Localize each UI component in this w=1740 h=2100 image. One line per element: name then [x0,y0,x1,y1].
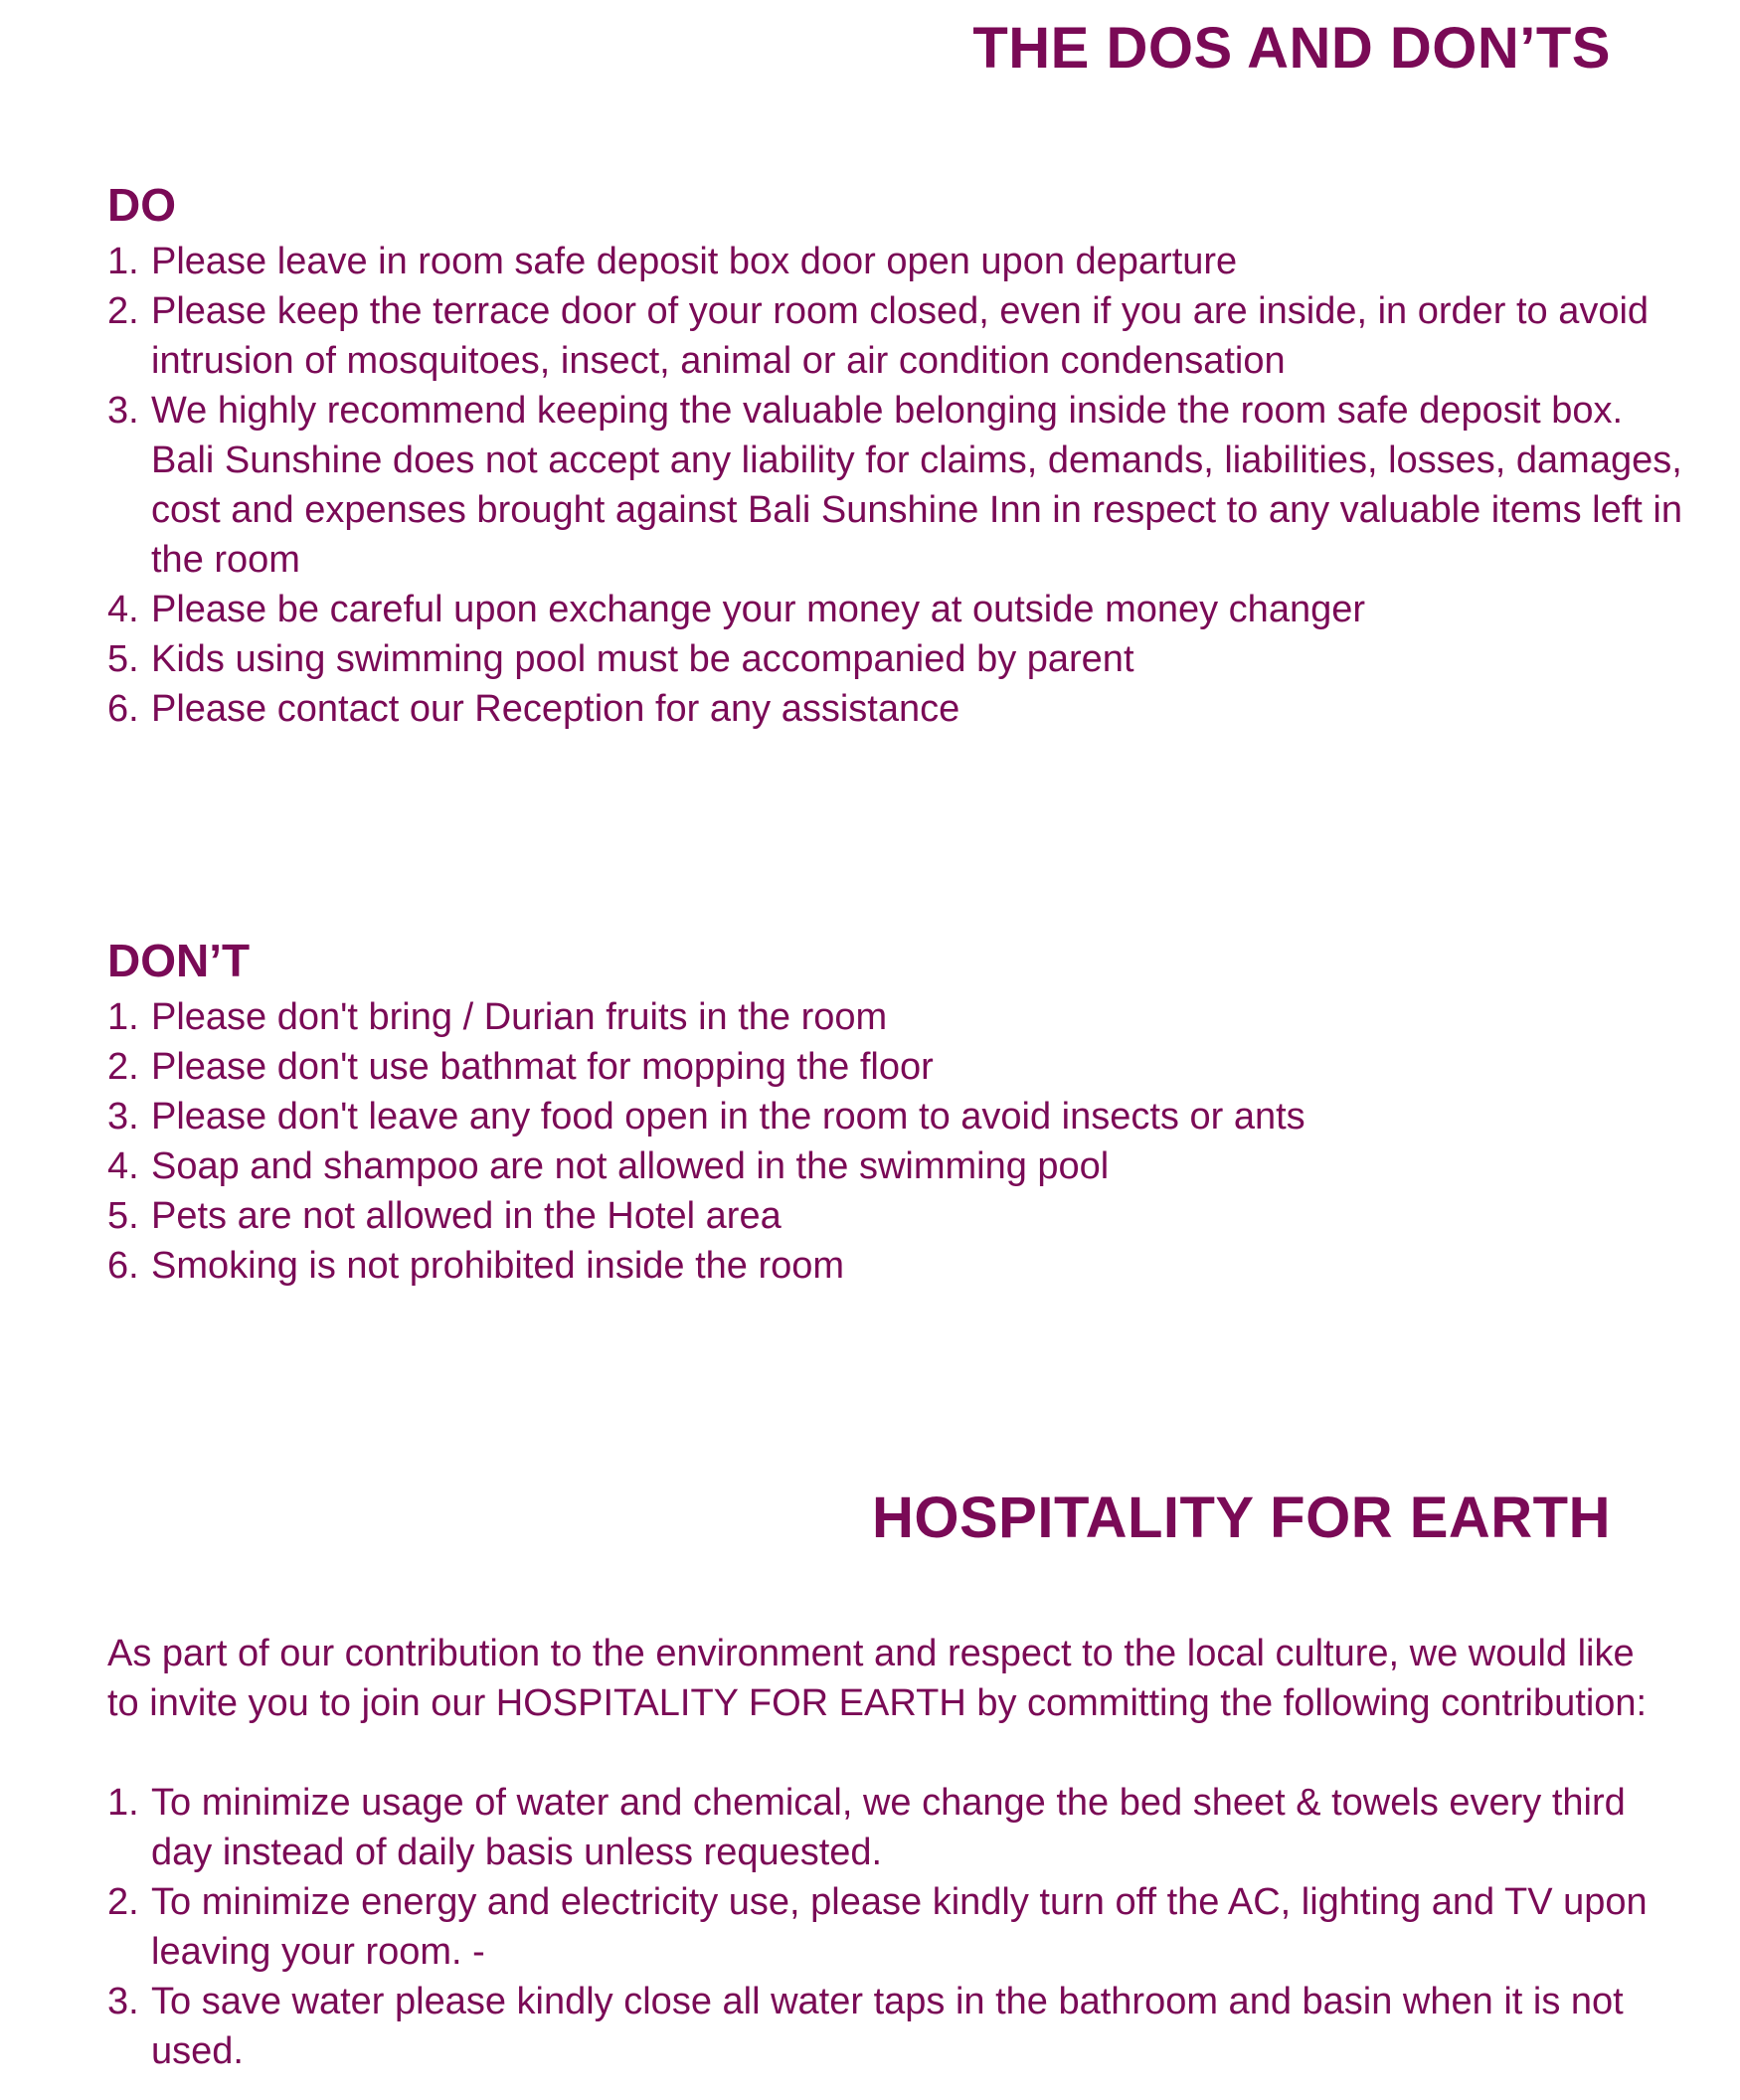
list-item [107,1092,1688,1141]
list-item-text: Please don't leave any food open in the room to avoid insects or ants [151,1096,1305,1138]
list-item-number: 1. [107,241,139,282]
list-item [107,1241,1688,1291]
do-list [107,237,1688,734]
list-item-text: Please leave in room safe deposit box door open upon departure [151,241,1238,282]
list-item [107,386,1688,585]
list-item-number: 6. [107,688,139,730]
list-item-number: 2. [107,290,139,332]
list-item-text: We highly recommend keeping the valuable belonging inside the room safe deposit box. Bali Sunshine does not accept any liability for claims, demands, liabilities, losses, damages, cost and expenses brought against Bali Sunshine Inn in respect to any valuable items left in the room [151,390,1682,581]
list-item-text: To minimize energy and electricity use, please kindly turn off the AC, lighting and TV upon leaving your room. - [151,1881,1648,1973]
list-item-number: 5. [107,1195,139,1237]
list-item-text: Please keep the terrace door of your room closed, even if you are inside, in order to avoid intrusion of mosquitoes, insect, animal or air condition condensation [151,290,1650,382]
list-item-text: Please don't bring / Durian fruits in the room [151,996,888,1038]
list-item-number: 1. [107,1782,139,1824]
list-item-number: 3. [107,390,139,432]
list-item [107,1141,1688,1191]
list-item [107,585,1688,634]
list-item [107,237,1688,286]
list-item [107,286,1688,386]
list-item-number: 3. [107,1096,139,1138]
list-item-number: 4. [107,1145,139,1187]
list-item [107,684,1688,734]
list-item-text: Please be careful upon exchange your money at outside money changer [151,589,1366,630]
list-item-text: Please contact our Reception for any assistance [151,688,960,730]
list-item-number: 6. [107,1245,139,1287]
list-item-number: 2. [107,1046,139,1088]
list-item-text: Please don't use bathmat for mopping the floor [151,1046,934,1088]
dont-heading: DON’T [107,935,251,986]
list-item-number: 1. [107,996,139,1038]
list-item [107,1778,1688,1877]
list-item [107,992,1688,1042]
list-item [107,1877,1688,1977]
do-heading: DO [107,179,176,231]
list-item [107,1977,1688,2076]
hospitality-title: HOSPITALITY FOR EARTH [871,1486,1611,1550]
list-item [107,1042,1688,1092]
list-item-number: 3. [107,1981,139,2022]
dont-list [107,992,1688,1291]
list-item-text: To minimize usage of water and chemical, we change the bed sheet & towels every third day instead of daily basis unless requested. [151,1782,1626,1873]
hospitality-list [107,1778,1688,2076]
hospitality-intro: As part of our contribution to the environment and respect to the local culture, we would like to invite you to join our HOSPITALITY FOR EARTH by committing the following contribution: [107,1633,1648,1724]
list-item [107,1191,1688,1241]
list-item-text: To save water please kindly close all water taps in the bathroom and basin when it is not used. [151,1981,1624,2072]
list-item-text: Kids using swimming pool must be accompanied by parent [151,638,1134,680]
dos-donts-title: THE DOS AND DON’TS [972,16,1611,81]
list-item [107,634,1688,684]
list-item-text: Pets are not allowed in the Hotel area [151,1195,782,1237]
list-item-number: 5. [107,638,139,680]
list-item-number: 2. [107,1881,139,1923]
list-item-number: 4. [107,589,139,630]
list-item-text: Smoking is not prohibited inside the room [151,1245,845,1287]
list-item-text: Soap and shampoo are not allowed in the swimming pool [151,1145,1110,1187]
